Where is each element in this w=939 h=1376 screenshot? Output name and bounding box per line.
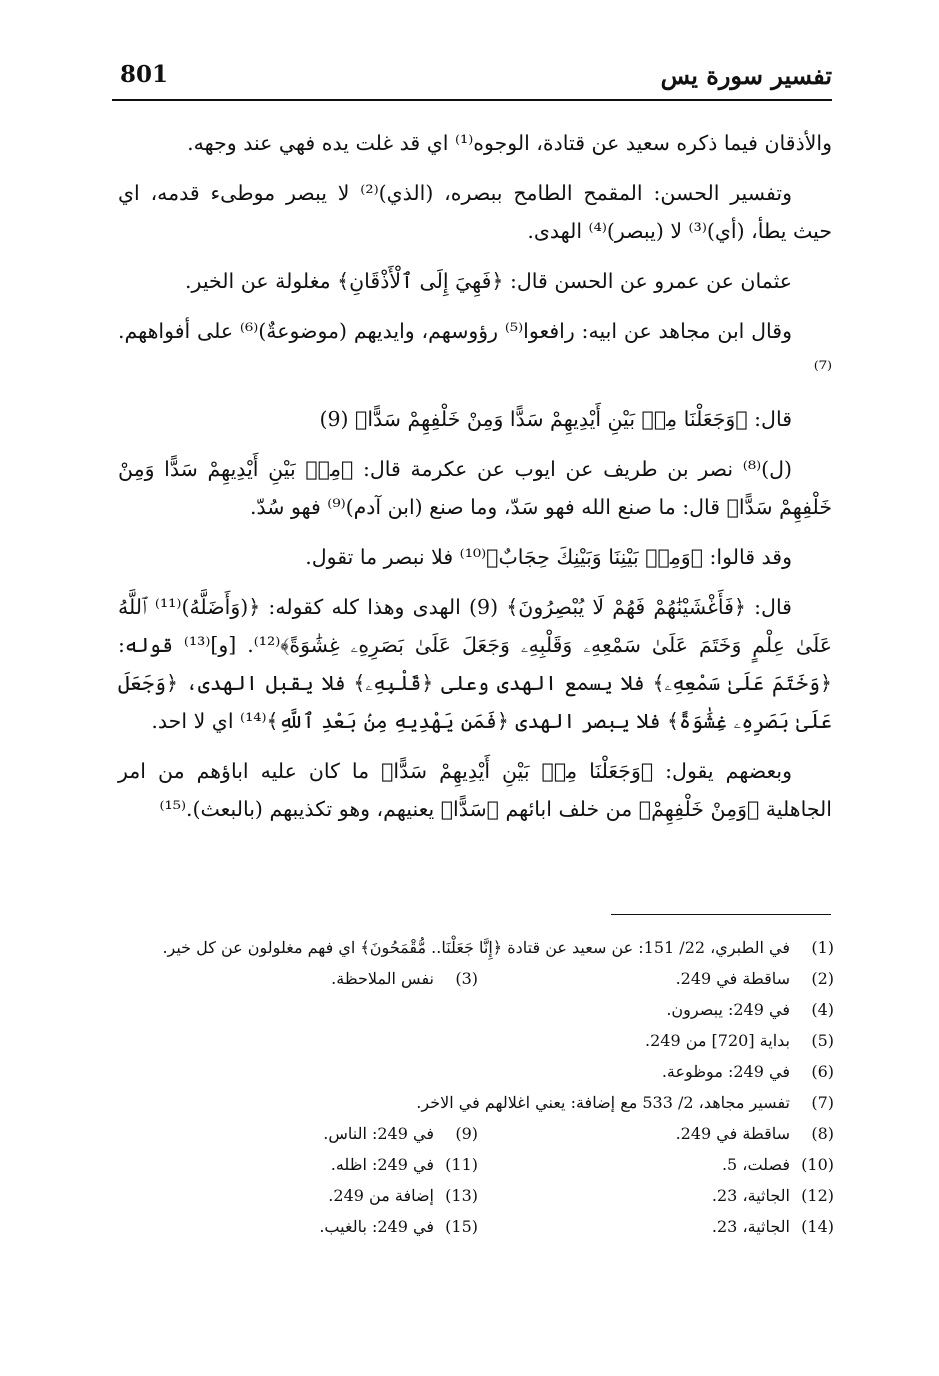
footnote <box>331 963 478 994</box>
paragraph-6: (ل)⁽⁸⁾ نصر بن طريف عن ايوب عن عكرمة قال: ﴿مِنۢ بَيْنِ أَيْدِيهِمْ سَدًّا وَمِنْ خَلْفِهِمْ سَدًّا﴾ قال: ما صنع الله فهو سَدّ، وما صنع (ابن آدم)⁽⁹⁾ فهو سُدّ. <box>118 457 832 519</box>
footnote <box>478 1118 834 1149</box>
footnote <box>118 932 834 963</box>
footnote <box>118 1087 834 1118</box>
footnote-text: في 249: اظله. <box>330 1155 434 1174</box>
paragraph-3: عثمان عن عمرو عن الحسن قال: ﴿فَهِيَ إِلَى ٱلْأَذْقَانِ﴾ مغلولة عن الخير. <box>185 269 792 293</box>
footnote-number: (4) <box>811 1000 834 1019</box>
footnote-row <box>118 1118 834 1149</box>
footnote <box>319 1211 478 1242</box>
page-header <box>112 55 832 101</box>
footnote-number: (8) <box>811 1124 834 1143</box>
footnote <box>118 1056 834 1087</box>
footnote <box>478 1180 834 1211</box>
footnote-text: تفسير مجاهد، 2/ 533 مع إضافة: يعني اغلالهم في الاخر. <box>416 1093 790 1112</box>
footnote-text: في الطبري، 22/ 151: عن سعيد عن قتادة ﴿إِنَّا جَعَلْنَا.. مُّقْمَحُونَ﴾ اي فهم مغلولون عن كل خير. <box>162 938 790 957</box>
main-text <box>118 124 832 840</box>
footnote-number: (11) <box>445 1155 478 1174</box>
footnote-row <box>118 1149 834 1180</box>
footnote-number: (5) <box>811 1031 834 1050</box>
paragraph-1: والأذقان فيما ذكره سعيد عن قتادة، الوجوه⁽¹⁾ اي قد غلت يده فهي عند وجهه. <box>187 131 832 155</box>
footnote-text: في 249: يبصرون. <box>666 1000 790 1019</box>
paragraph-4: وقال ابن مجاهد عن ابيه: رافعوا⁽⁵⁾ رؤوسهم، وايديهم (موضوعةٌ)⁽⁶⁾ على أفواههم.⁽⁷⁾ <box>118 319 832 381</box>
footnote-number: (13) <box>445 1186 478 1205</box>
footnote-row <box>118 1211 834 1242</box>
footnote-number: (10) <box>801 1155 834 1174</box>
running-title: تفسير سورة يس <box>660 61 832 90</box>
paragraph-8: قال: ﴿فَأَغْشَيْنَٰهُمْ فَهُمْ لَا يُبْصِرُونَ﴾ (9) الهدى وهذا كله كقوله: ﴿(وَأَضَلَّهُ)⁽¹¹⁾ ٱللَّهُ عَلَىٰ عِلْمٍ وَخَتَمَ عَلَىٰ سَمْعِهِۦ وَقَلْبِهِۦ وَجَعَلَ عَلَىٰ بَصَرِهِۦ غِشَٰوَةً﴾⁽¹²⁾. [و]⁽¹³⁾ قوله: ﴿وَخَتَمَ عَلَىٰ سَمْعِهِۦ﴾ فلا يسمع الهدى وعلى ﴿قَلْبِهِۦ﴾ فلا يقبل الهدى، ﴿وَجَعَلَ عَلَىٰ بَصَرِهِۦ غِشَٰوَةً﴾ فلا يبصر الهدى ﴿فَمَن يَهْدِيهِ مِنۢ بَعْدِ ٱللَّهِ﴾⁽¹⁴⁾ اي لا احد. <box>118 595 832 733</box>
footnote-text: نفس الملاحظة. <box>331 969 434 988</box>
footnote <box>478 1149 834 1180</box>
footnote-number: (15) <box>445 1217 478 1236</box>
footnote-number: (9) <box>455 1124 478 1143</box>
footnote-separator <box>611 914 831 915</box>
footnote-number: (14) <box>801 1217 834 1236</box>
footnote-number: (12) <box>801 1186 834 1205</box>
footnote-number: (6) <box>811 1062 834 1081</box>
footnote <box>323 1118 478 1149</box>
paragraph-7: وقد قالوا: ﴿وَمِنۢ بَيْنِنَا وَبَيْنِكَ حِجَابٌ﴾⁽¹⁰⁾ فلا نبصر ما تقول. <box>305 545 792 569</box>
footnote-row <box>118 1180 834 1211</box>
footnote-text: ساقطة في 249. <box>675 969 790 988</box>
footnote <box>331 1149 478 1180</box>
footnote <box>328 1180 478 1211</box>
footnote <box>478 1211 834 1242</box>
header-rule <box>112 99 832 101</box>
footnote-text: في 249: بالغيب. <box>319 1217 434 1236</box>
footnote <box>118 994 834 1025</box>
footnote-number: (3) <box>455 969 478 988</box>
footnote-text: إضافة من 249. <box>328 1186 434 1205</box>
footnote-number: (1) <box>811 938 834 957</box>
footnote-number: (7) <box>811 1093 834 1112</box>
footnote-text: فصلت، 5. <box>721 1155 790 1174</box>
paragraph-9: وبعضهم يقول: ﴿وَجَعَلْنَا مِنۢ بَيْنِ أَيْدِيهِمْ سَدًّا﴾ ما كان عليه اباؤهم من امر الجاهلية ﴿وَمِنْ خَلْفِهِمْ﴾ من خلف ابائهم ﴿سَدًّا﴾ يعنيهم، وهو تكذيبهم (بالبعث).⁽¹⁵⁾ <box>118 759 832 821</box>
footnotes <box>118 932 834 1242</box>
paragraph-2: وتفسير الحسن: المقمح الطامح ببصره، (الذي)⁽²⁾ لا يبصر موطىء قدمه، اي حيث يطأ، (أي)⁽³⁾ لا (يبصر)⁽⁴⁾ الهدى. <box>118 181 832 243</box>
footnote-row <box>118 963 834 994</box>
footnote-text: بداية [720] من 249. <box>644 1031 790 1050</box>
footnote-text: في 249: موظوعة. <box>661 1062 790 1081</box>
footnote-number: (2) <box>811 969 834 988</box>
footnote <box>478 963 834 994</box>
footnote-text: في 249: الناس. <box>323 1124 434 1143</box>
footnote-text: الجاثية، 23. <box>711 1186 790 1205</box>
footnote-text: ساقطة في 249. <box>675 1124 790 1143</box>
paragraph-5: قال: ﴿وَجَعَلْنَا مِنۢ بَيْنِ أَيْدِيهِمْ سَدًّا وَمِنْ خَلْفِهِمْ سَدًّا﴾ (9) <box>319 407 792 431</box>
page-number: 801 <box>120 61 169 88</box>
footnote <box>118 1025 834 1056</box>
footnote-text: الجاثية، 23. <box>711 1217 790 1236</box>
